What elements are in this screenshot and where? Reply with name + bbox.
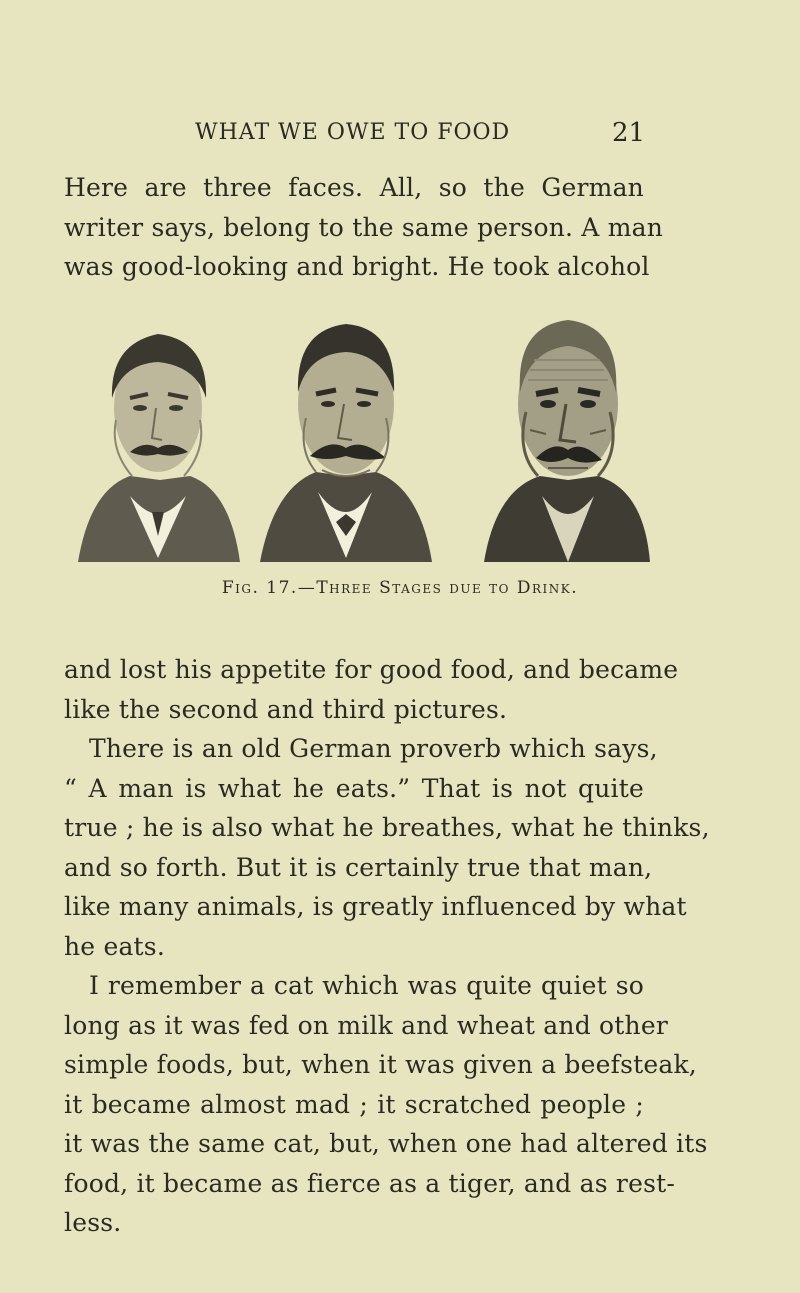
text-line: food, it became as fierce as a tiger, and as rest- — [64, 1168, 675, 1198]
text-line: was good-looking and bright. He took alcohol — [64, 252, 650, 281]
text-line: less. — [64, 1208, 122, 1237]
text-line: long as it was fed on milk and wheat and other — [64, 1010, 668, 1040]
text-line: true ; he is also what he breathes, what he thinks, — [64, 813, 710, 842]
text-line: Here are three faces. All, so the German — [64, 173, 644, 202]
second-stage-portrait — [260, 324, 432, 562]
first-stage-portrait — [78, 334, 240, 562]
text-line: simple foods, but, when it was given a beefsteak, — [64, 1050, 697, 1079]
text-line: There is an old German proverb which says, — [89, 734, 658, 763]
text-line: I remember a cat which was quite quiet so — [89, 971, 644, 1000]
text-line: writer says, belong to the same person. A man — [64, 212, 664, 242]
text-line: it became almost mad ; it scratched people ; — [64, 1089, 644, 1119]
running-head — [0, 116, 800, 150]
running-title: WHAT WE OWE TO FOOD — [195, 120, 511, 145]
intro-paragraph — [64, 168, 664, 287]
text-line: he eats. — [64, 931, 165, 961]
text-line: it was the same cat, but, when one had altered its — [64, 1129, 708, 1158]
text-line: and lost his appetite for good food, and became — [64, 655, 679, 684]
body-text — [64, 650, 710, 1243]
text-line: like the second and third pictures. — [64, 694, 508, 724]
text-line: and so forth. But it is certainly true that man, — [64, 852, 653, 882]
text-line: like many animals, is greatly influenced by what — [64, 892, 687, 921]
text-line: “ A man is what he eats.” That is not quite — [64, 773, 644, 803]
page-number: 21 — [612, 118, 646, 148]
figure-caption: Fig. 17.—Three Stages due to Drink. — [221, 578, 579, 598]
figure-three-faces — [60, 300, 680, 570]
third-stage-portrait — [484, 320, 650, 562]
